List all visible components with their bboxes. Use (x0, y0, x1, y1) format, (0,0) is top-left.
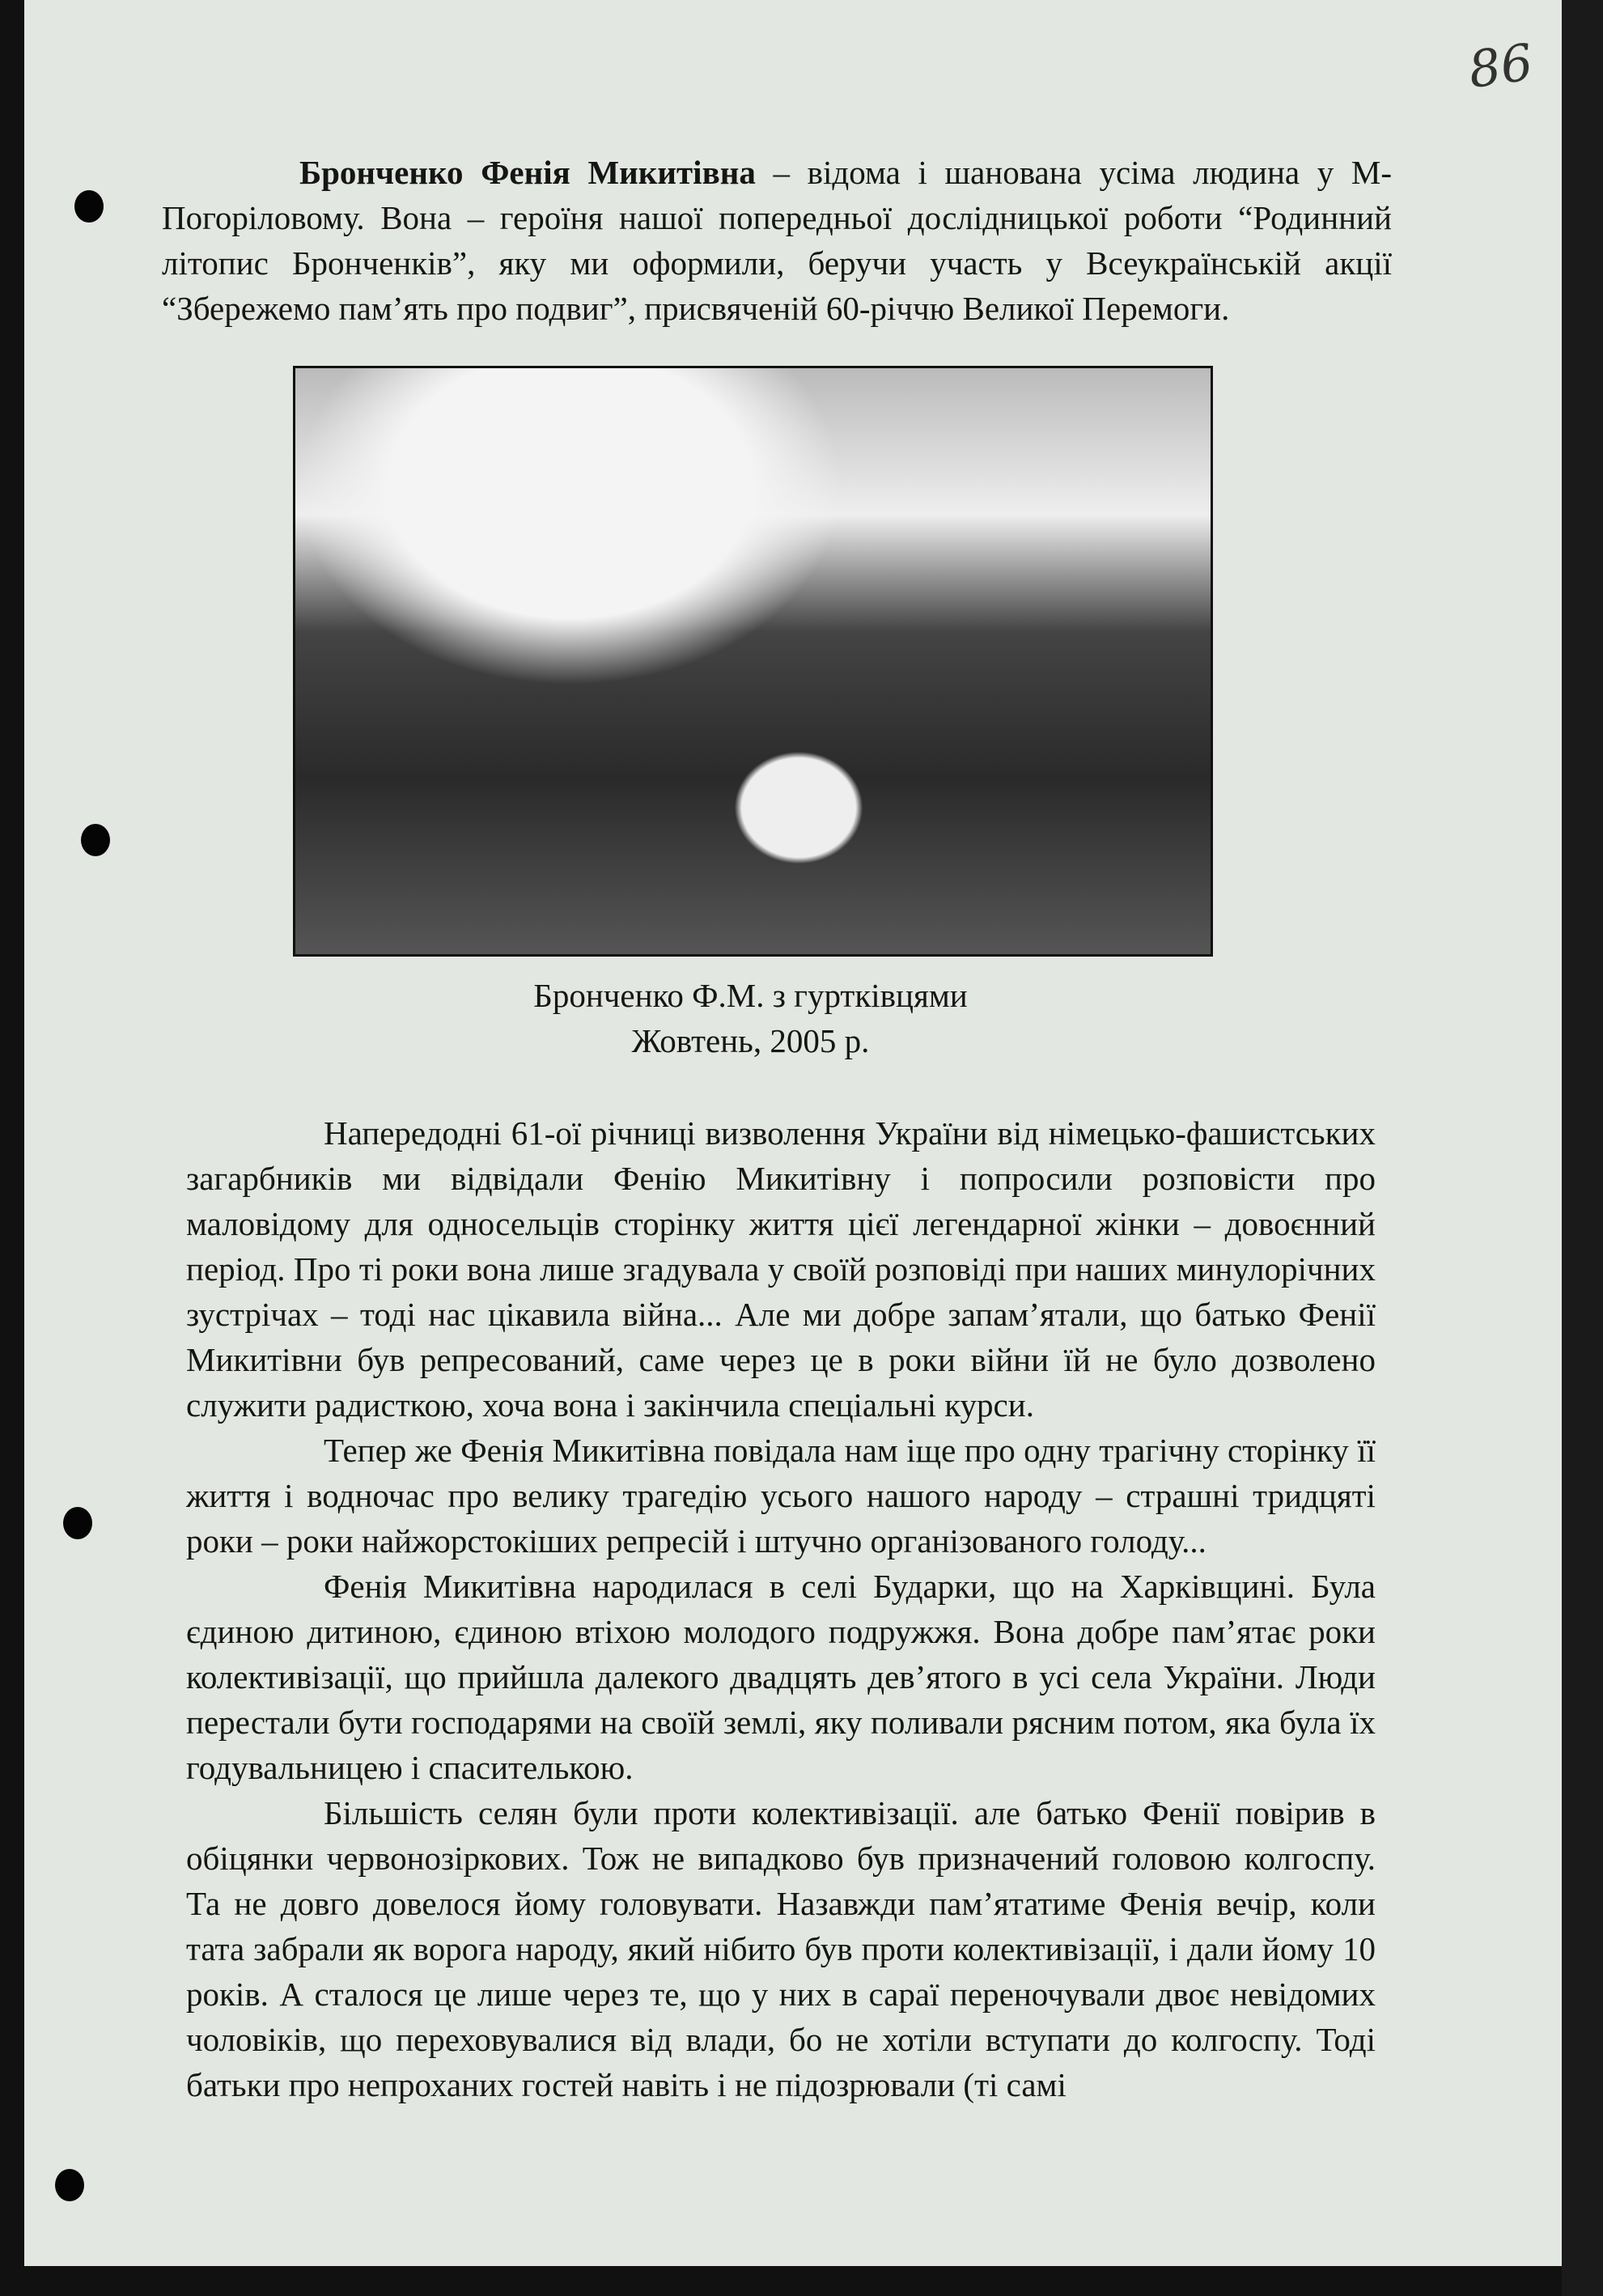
group-photo (293, 366, 1213, 957)
paragraph: Фенія Микитівна народилася в селі Бударки, що на Харківщині. Була єдиною дитиною, єдиною втіхою молодого подружжя. Вона добре пам’ятає роки колективізації, що прийшла далекого двадцять дев’ятого в усі села України. Люди перестали бути господарями на своїй землі, яку поливали рясним потом, яка була їх годувальницею і спасителькою. (186, 1568, 1376, 1786)
caption-line: Бронченко Ф.М. з гуртківцями (533, 977, 968, 1014)
scan-edge (1562, 0, 1603, 2296)
intro-text: – відома і шанована усіма людина у М-Погоріловому. Вона – героїня нашої попередньої дослідницької роботи “Родинний літопис Бронченків”, яку ми оформили, беручи участь у Всеукраїнській акції “Збережемо пам’ять про подвиг”, присвяченій 60-річчю Великої Перемоги. (162, 154, 1392, 327)
handwritten-page-number: 86 (1465, 32, 1537, 100)
intro-paragraph (162, 150, 1392, 331)
person-name: Бронченко Фенія Микитівна (299, 154, 756, 191)
punch-hole (74, 190, 104, 223)
paragraph: Напередодні 61-ої річниці визволення України від німецько-фашистських загарбників ми відвідали Фенію Микитівну і попросили розповісти про маловідому для односельців сторінку життя цієї легендарної жінки – довоєнний період. Про ті роки вона лише згадувала у своїй розповіді при наших минулорічних зустрічах – тоді нас цікавила війна... Але ми добре запам’ятали, що батько Фенії Микитівни був репресований, саме через це в роки війни їй не було дозволено служити радисткою, хоча вона і закінчила спеціальні курси. (186, 1114, 1376, 1424)
punch-hole (55, 2169, 84, 2201)
photo-caption (293, 973, 1208, 1063)
punch-hole (81, 824, 110, 856)
punch-hole (63, 1507, 92, 1539)
paragraph: Тепер же Фенія Микитівна повідала нам іще про одну трагічну сторінку її життя і водночас про велику трагедію усього нашого народу – страшні тридцяті роки – роки найжорстокіших репресій і штучно організованого голоду... (186, 1432, 1376, 1560)
caption-date: Жовтень, 2005 р. (631, 1022, 870, 1059)
paragraph: Більшість селян були проти колективізації. але батько Фенії повірив в обіцянки червонозіркових. Тож не випадково був призначений головою колгоспу. Та не довго довелося йому головувати. Назавжди пам’ятатиме Фенія вечір, коли тата забрали як ворога народу, який нібито був проти колективізації, і дали йому 10 років. А сталося це лише через те, що у них в сараї переночували двоє невідомих чоловіків, що переховувалися від влади, бо не хотіли вступати до колгоспу. Тоді батьки про непроханих гостей навіть і не підозрювали (ті самі (186, 1794, 1376, 2103)
body-text (186, 1110, 1376, 2107)
